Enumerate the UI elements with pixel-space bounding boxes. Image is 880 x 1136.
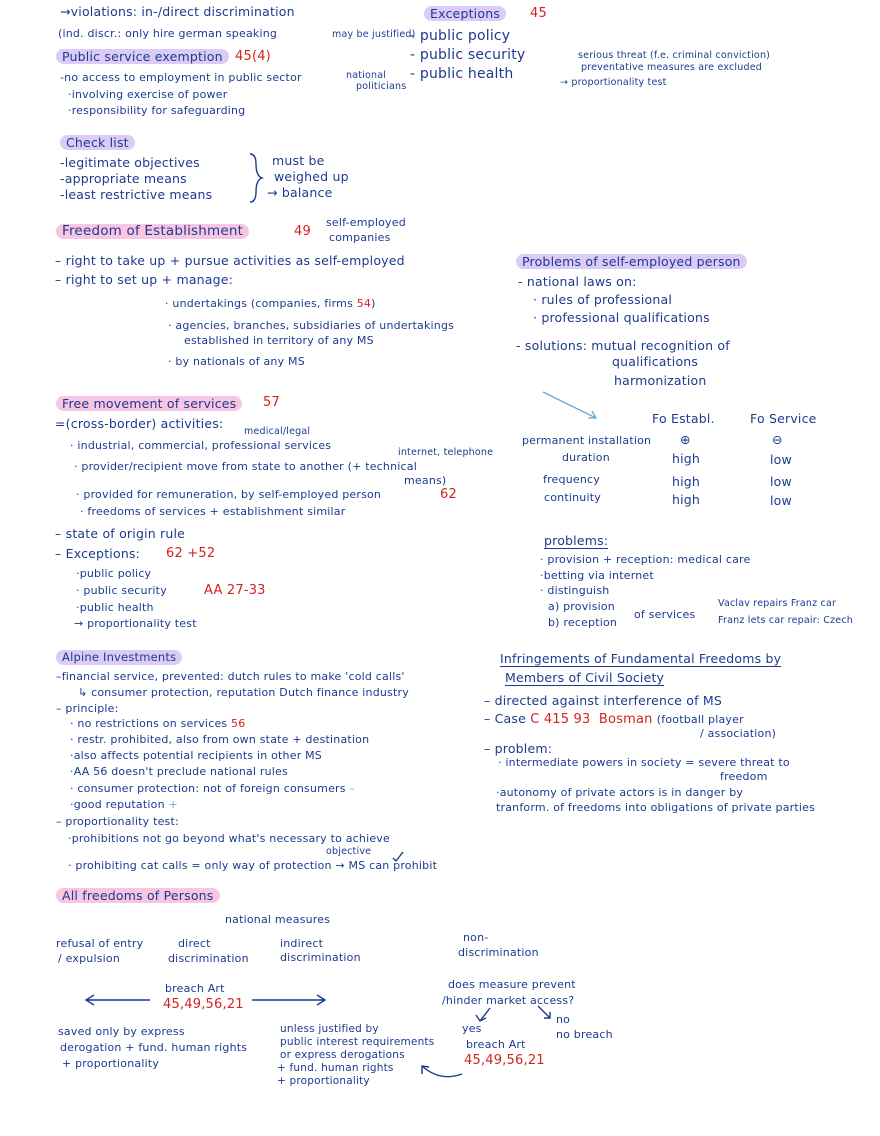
- refusal: refusal of entry: [56, 937, 144, 950]
- alpine-line: ↳ consumer protection, reputation Dutch finance industry: [78, 686, 409, 699]
- comparison-cell: low: [770, 474, 792, 489]
- breach-articles: 45,49,56,21: [163, 997, 244, 1012]
- alpine-title: Alpine Investments: [56, 650, 182, 665]
- comparison-cell: ⊖: [772, 432, 783, 447]
- services-s4: · freedoms of services + establishment similar: [80, 505, 346, 518]
- services-l3: – Exceptions:: [55, 546, 141, 561]
- arrow-right-icon: [252, 995, 325, 1005]
- unless-line: public interest requirements: [280, 1036, 435, 1048]
- infringements-s1: · intermediate powers in society = severe threat to: [498, 756, 790, 769]
- problems-item: · provision + reception: medical care: [540, 553, 751, 566]
- alpine-line-text: ·good reputation: [70, 798, 165, 811]
- curved-arrow-icon: [422, 1066, 462, 1077]
- ind-discr-note: may be justified): [332, 29, 416, 40]
- non-discrimination: non-: [463, 931, 489, 944]
- arrow-yes-icon: [476, 1008, 490, 1021]
- question: does measure prevent: [448, 978, 576, 991]
- self-employed-s2: · professional qualifications: [533, 310, 710, 325]
- comparison-row-label: frequency: [543, 473, 600, 486]
- breach-label: breach Art: [165, 982, 225, 995]
- comparison-cell: ⊕: [680, 432, 691, 447]
- establishment-note: companies: [329, 231, 391, 244]
- establishment-sub3: · by nationals of any MS: [168, 355, 305, 368]
- problems-note-a: Vaclav repairs Franz car: [718, 598, 837, 609]
- comparison-row-label: continuity: [544, 491, 601, 504]
- infringements-title: Infringements of Fundamental Freedoms by: [500, 651, 782, 666]
- saved-line: + proportionality: [62, 1057, 160, 1070]
- problems-item: · distinguish: [540, 584, 610, 597]
- self-employed-title: Problems of self-employed person: [516, 254, 747, 269]
- services-title: Free movement of services: [56, 396, 242, 411]
- unless-line: or express derogations: [280, 1049, 405, 1061]
- comparison-cell: high: [672, 474, 701, 489]
- alpine-line: –financial service, prevented: dutch rules to make 'cold calls': [56, 670, 405, 683]
- arrow-light-blue-icon: [543, 392, 596, 418]
- national-measures: national measures: [225, 913, 331, 926]
- alpine-line: ·prohibitions not go beyond what's necessary to achieve: [68, 832, 390, 845]
- sub1-text: · undertakings (companies, firms: [165, 297, 354, 310]
- yes: yes: [462, 1022, 482, 1035]
- services-s2: · provider/recipient move from state to another (+ technical: [74, 460, 417, 473]
- self-employed-s1: · rules of professional: [533, 292, 673, 307]
- services-e3: ·public health: [76, 601, 154, 614]
- indirect: indirect: [280, 937, 324, 950]
- checklist-item: -least restrictive means: [60, 187, 213, 202]
- pse-sub1: ·involving exercise of power: [68, 88, 228, 101]
- establishment-sub2b: established in territory of any MS: [184, 334, 374, 347]
- checklist-item: -appropriate means: [60, 171, 187, 186]
- security-note: serious threat (f.e. criminal conviction): [578, 50, 771, 61]
- breach2-label: breach Art: [466, 1038, 526, 1051]
- services-e1: ·public policy: [76, 567, 152, 580]
- infringements-l1: – directed against interference of MS: [484, 693, 722, 708]
- services-e2: · public security: [76, 584, 167, 597]
- unless-line: + fund. human rights: [277, 1062, 394, 1074]
- infringements-l3: – problem:: [484, 741, 553, 756]
- case-note: (football player: [656, 713, 744, 726]
- indirect: discrimination: [280, 951, 361, 964]
- non-discrimination: discrimination: [458, 946, 539, 959]
- case-number: C 415 93: [530, 712, 591, 727]
- services-note-med: medical/legal: [244, 426, 311, 437]
- services-e2-article: AA 27-33: [204, 583, 266, 598]
- saved-line: derogation + fund. human rights: [60, 1041, 248, 1054]
- comparison-cell: low: [770, 452, 792, 467]
- case-name: Bosman: [598, 712, 653, 727]
- no: no: [556, 1013, 571, 1026]
- direct: direct: [178, 937, 211, 950]
- services-article: 57: [263, 395, 280, 410]
- no-breach: no breach: [556, 1028, 613, 1041]
- exception-item: - public security: [410, 47, 526, 63]
- pse-article: 45(4): [235, 49, 271, 64]
- alpine-line: – principle:: [56, 702, 119, 715]
- pse-note1: national: [346, 70, 387, 81]
- services-e4: → proportionality test: [74, 617, 197, 630]
- checklist-note: must be: [272, 153, 325, 168]
- checkmark-icon: [393, 852, 403, 861]
- comparison-header: Fo Establ.: [652, 411, 715, 426]
- persons-title: All freedoms of Persons: [56, 888, 220, 903]
- arrow-no-icon: [538, 1006, 550, 1018]
- comparison-row-label: duration: [562, 451, 610, 464]
- alpine-line: · prohibiting cat calls = only way of protection → MS can prohibit: [68, 859, 438, 872]
- comparison-header: Fo Service: [750, 411, 817, 426]
- establishment-l2: – right to set up + manage:: [55, 272, 234, 287]
- establishment-sub2: · agencies, branches, subsidiaries of undertakings: [168, 319, 455, 332]
- alpine-line-text: · consumer protection: not of foreign consumers: [70, 782, 346, 795]
- exception-item: - public policy: [410, 28, 511, 44]
- alpine-line: ·AA 56 doesn't preclude national rules: [70, 765, 288, 778]
- saved-line: saved only by express: [58, 1025, 185, 1038]
- infringements-s1b: freedom: [720, 770, 768, 783]
- services-note-net: internet, telephone: [398, 447, 494, 458]
- services-l1: =(cross-border) activities:: [55, 416, 224, 431]
- establishment-note: self-employed: [326, 216, 406, 229]
- infringements-s2b: tranform. of freedoms into obligations of private parties: [496, 801, 816, 814]
- ind-discr-line: (ind. discr.: only hire german speaking: [58, 27, 278, 40]
- exception-item: - public health: [410, 66, 514, 82]
- brace: [250, 154, 262, 202]
- arrow-left-icon: [86, 995, 150, 1005]
- self-employed-l1: - national laws on:: [518, 274, 637, 289]
- plus-mark: +: [168, 798, 178, 811]
- self-employed-l4: harmonization: [614, 373, 707, 388]
- exceptions-title: Exceptions: [424, 6, 506, 21]
- unless-line: + proportionality: [277, 1075, 370, 1087]
- case-label: – Case: [484, 711, 527, 726]
- exceptions-article: 45: [530, 6, 547, 21]
- alpine-objective: objective: [326, 846, 372, 857]
- pse-note2: politicians: [356, 81, 407, 92]
- checklist-note: → balance: [267, 185, 333, 200]
- sub1-end: ): [371, 297, 376, 310]
- problems-title: problems:: [544, 533, 609, 548]
- problems-of-services: of services: [634, 608, 696, 621]
- alpine-line: – proportionality test:: [56, 815, 179, 828]
- alpine-line-text: · no restrictions on services: [70, 717, 228, 730]
- problems-a: a) provision: [548, 600, 615, 613]
- services-l3-article: 62 +52: [166, 546, 216, 561]
- refusal: / expulsion: [58, 952, 120, 965]
- breach2-articles: 45,49,56,21: [464, 1053, 545, 1068]
- alpine-line: ·also affects potential recipients in other MS: [70, 749, 322, 762]
- checklist-note: weighed up: [274, 169, 349, 184]
- pse-sub2: ·responsibility for safeguarding: [68, 104, 246, 117]
- establishment-l1: – right to take up + pursue activities as self-employed: [55, 253, 405, 268]
- alpine-article: 56: [231, 717, 246, 730]
- question: /hinder market access?: [442, 994, 575, 1007]
- services-s2b: means): [404, 474, 447, 487]
- checklist-item: -legitimate objectives: [60, 155, 200, 170]
- direct: discrimination: [168, 952, 249, 965]
- problems-item: ·betting via internet: [540, 569, 654, 582]
- infringements-title2: Members of Civil Society: [505, 670, 665, 685]
- minus-mark: –: [349, 782, 356, 795]
- comparison-cell: high: [672, 451, 701, 466]
- comparison-cell: low: [770, 493, 792, 508]
- pse-title: Public service exemption: [56, 49, 229, 64]
- services-s3-article: 62: [440, 487, 457, 502]
- sub1-article: 54: [356, 297, 372, 310]
- self-employed-l2: - solutions: mutual recognition of: [516, 338, 730, 353]
- services-s1: · industrial, commercial, professional services: [70, 439, 332, 452]
- establishment-article: 49: [294, 224, 311, 239]
- problems-b: b) reception: [548, 616, 618, 629]
- test-note: → proportionality test: [560, 77, 667, 88]
- checklist-title: Check list: [60, 135, 135, 150]
- pse-line1: -no access to employment in public sector: [60, 71, 302, 84]
- comparison-cell: high: [672, 492, 701, 507]
- unless-line: unless justified by: [280, 1023, 379, 1035]
- case-note2: / association): [700, 727, 777, 740]
- comparison-row-label: permanent installation: [522, 434, 652, 447]
- services-l2: – state of origin rule: [55, 526, 186, 541]
- infringements-s2: ·autonomy of private actors is in danger by: [496, 786, 744, 799]
- services-s3: · provided for remuneration, by self-employed person: [76, 488, 382, 501]
- alpine-line: · restr. prohibited, also from own state + destination: [70, 733, 370, 746]
- self-employed-l3: qualifications: [612, 354, 699, 369]
- violations-line: →violations: in-/direct discrimination: [60, 4, 295, 19]
- preventive-note: preventative measures are excluded: [581, 62, 762, 73]
- establishment-title: Freedom of Establishment: [56, 224, 249, 239]
- problems-note-b: Franz lets car repair: Czech: [718, 615, 853, 626]
